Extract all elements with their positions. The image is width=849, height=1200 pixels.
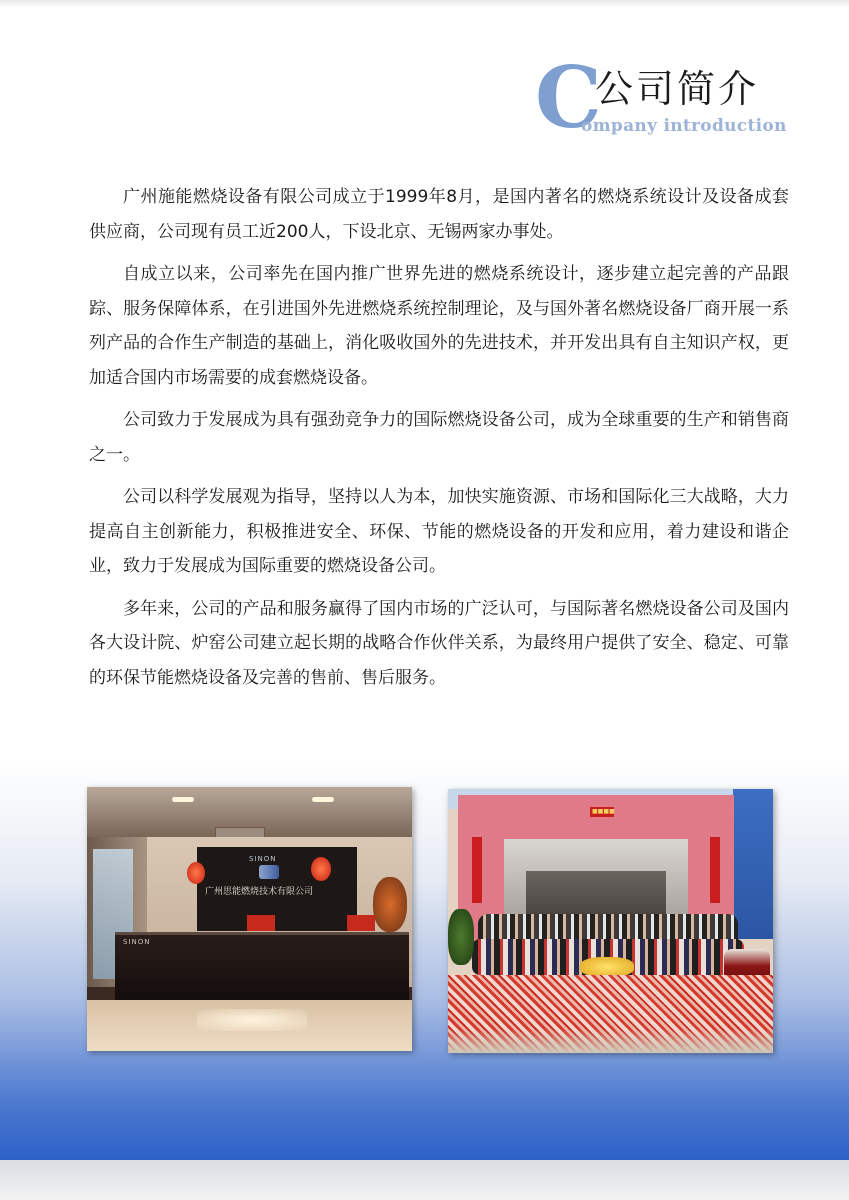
logo-letter-c: C [535, 48, 602, 147]
section-header [535, 48, 795, 147]
paragraph-5: 多年来，公司的产品和服务赢得了国内市场的广泛认可，与国际著名燃烧设备公司及国内各大设计院、炉窑公司建立起长期的战略合作伙伴关系，为最终用户提供了安全、稳定、可靠的环保节能燃烧设备及完善的售前、售后服务。 [89, 598, 789, 688]
floor-reflection [197, 1009, 307, 1031]
paragraph-1: 广州施能燃烧设备有限公司成立于1999年8月，是国内著名的燃烧系统设计及设备成套供应商，公司现有员工近200人，下设北京、无锡两家办事处。 [89, 187, 789, 242]
red-lantern-right [311, 857, 331, 881]
page-edge [0, 0, 849, 8]
lion-dance-costume [580, 957, 634, 977]
desk-logo: SINON [123, 938, 151, 946]
office-reception-photo [87, 787, 412, 1051]
company-sign: 广州思能燃烧技术有限公司 [205, 887, 314, 897]
ground-shade [448, 1029, 773, 1053]
ceiling-light [172, 797, 194, 802]
red-lantern-left [187, 862, 205, 884]
couplet-left [472, 837, 482, 903]
couplet-right [710, 837, 720, 903]
bottom-strip [0, 1160, 849, 1200]
page-subtitle-en: ompany introduction [581, 116, 787, 136]
reception-desk [115, 932, 409, 1003]
ceiling-light [312, 797, 334, 802]
blue-wall-right [733, 789, 773, 939]
logo-emblem [259, 865, 279, 879]
red-chair [347, 915, 375, 931]
page-title: 公司简介 [595, 67, 760, 111]
potted-plant [448, 909, 474, 965]
intro-text [89, 180, 789, 703]
paragraph-3: 公司致力于发展成为具有强劲竞争力的国际燃烧设备公司，成为全球重要的生产和销售商之一。 [89, 410, 789, 465]
group-photo [448, 789, 773, 1053]
pink-facade [458, 795, 734, 839]
plaque-text: ■■■■ [592, 808, 615, 815]
red-chair [247, 915, 275, 931]
paragraph-4: 公司以科学发展观为指导，坚持以人为本，加快实施资源、市场和国际化三大战略，大力提高自主创新能力，积极推进安全、环保、节能的燃烧设备的开发和应用，着力建设和谐企业，致力于发展成为国际重要的燃烧设备公司。 [89, 487, 789, 576]
company-logo: SINON [249, 855, 277, 863]
flower-plant [373, 877, 407, 932]
red-plaque [590, 807, 614, 817]
paragraph-2: 自成立以来，公司率先在国内推广世界先进的燃烧系统设计，逐步建立起完善的产品跟踪、服务保障体系，在引进国外先进燃烧系统控制理论，及与国外著名燃烧设备厂商开展一系列产品的合作生产制造的基础上，消化吸收国外的先进技术，并开发出具有自主知识产权，更加适合国内市场需要的成套燃烧设备。 [89, 264, 789, 388]
